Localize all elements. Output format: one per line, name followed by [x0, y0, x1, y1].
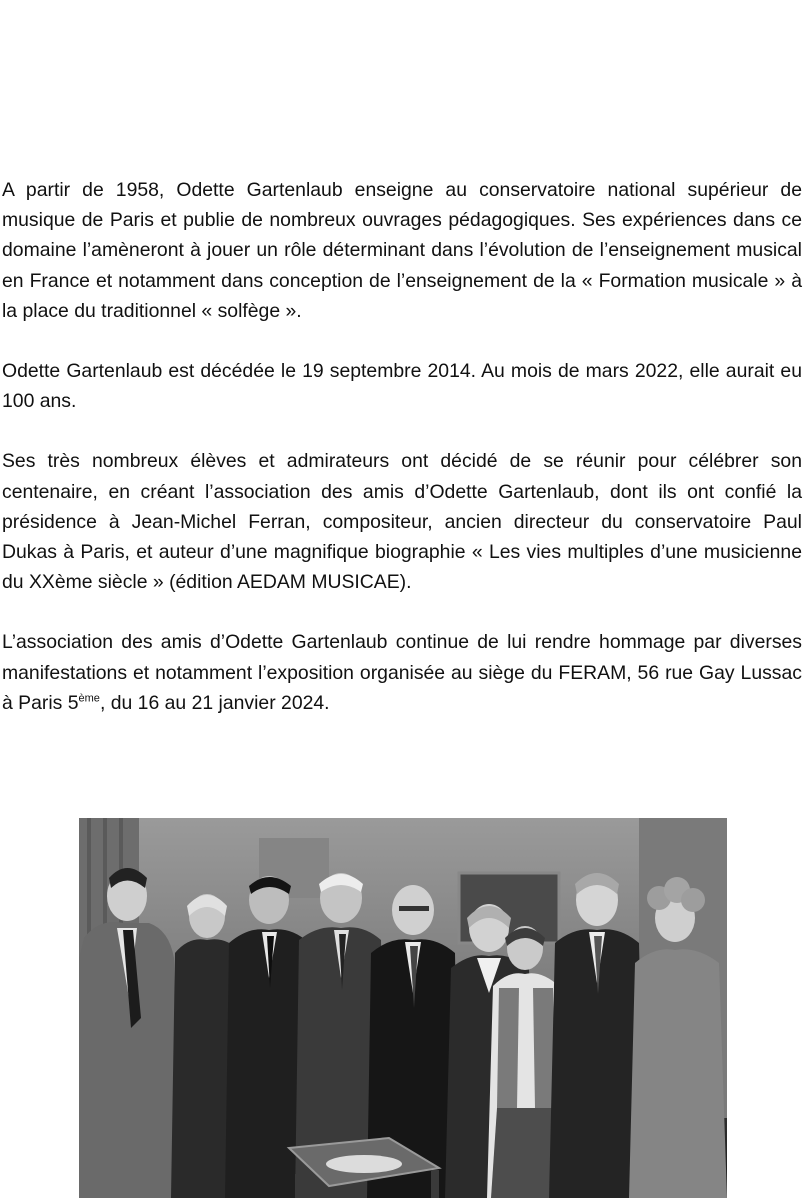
paragraph-4-superscript: ème [78, 692, 100, 705]
paragraph-3: Ses très nombreux élèves et admirateurs ont décidé de se réunir pour célébrer son centenaire, en créant l’association des amis d’Odette Gartenlaub, dont ils ont confié la présidence à Jean-Michel Ferran, compositeur, ancien directeur du conservatoire Paul Dukas à Paris, et auteur d’une magnifique biographie « Les vies multiples d’une musicienne du XXème siècle » (édition AEDAM MUSICAE). [2, 450, 802, 594]
paragraph-1: A partir de 1958, Odette Gartenlaub enseigne au conservatoire national supérieur de musique de Paris et publie de nombreux ouvrages pédagogiques. Ses expériences dans ce domaine l’amèneront à jouer un rôle déterminant dans l’évolution de l’enseignement musical en France et notamment dans conception de l’enseignement de la « Formation musicale » à la place du traditionnel « solfège ». [2, 179, 802, 322]
document-body [2, 175, 802, 718]
paragraph-4-end: , du 16 au 21 janvier 2024. [99, 691, 330, 714]
paragraph-4-start: L’association des amis d’Odette Gartenlaub continue de lui rendre hommage par diverses manifestations et notamment l’exposition organisée au siège du FERAM, 56 rue Gay Lussac à Paris 5 [2, 631, 802, 714]
group-photo [79, 818, 727, 1198]
group-photo-illustration [79, 818, 727, 1198]
paragraph-4 [2, 627, 802, 718]
paragraph-2: Odette Gartenlaub est décédée le 19 septembre 2014. Au mois de mars 2022, elle aurait eu 100 ans. [2, 360, 802, 413]
